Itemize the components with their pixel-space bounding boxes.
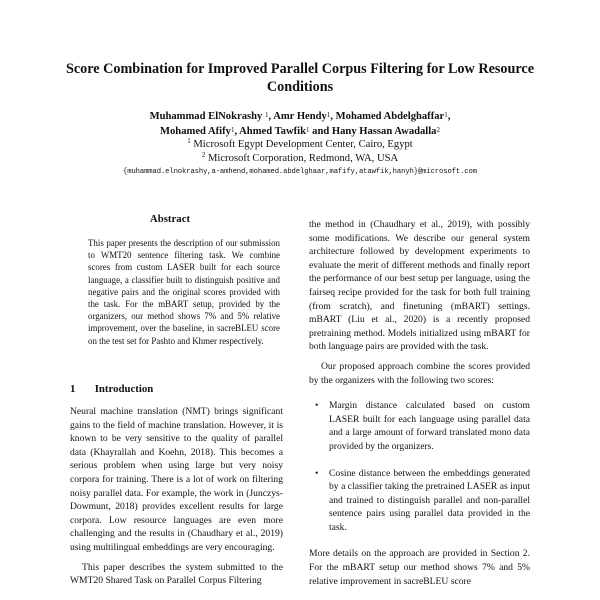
author-line-2: Mohamed Afify$^1$, Ahmed Tawfik$^1$ and Hany Hassan Awadalla$^2$	[160, 125, 440, 137]
section-number: 1	[70, 383, 76, 395]
author-name: Mohamed Abdelghaffar	[335, 111, 445, 122]
right-column-body	[309, 218, 530, 588]
author-connector: and	[312, 125, 330, 137]
paragraph: the method in (Chaudhary et al., 2019), with possibly some modifications. We describe our general system architecture followed by development experiments to evaluate the merit of different methods and finally report the performance of our best setup per language, using the fairseq recipe provided for the task for both full training (from scratch), and finetuning (mBART) settings. mBART (Liu et al., 2020) is a recently proposed pretraining method. Models initialized using mBART for both language pairs are provided with the task.	[309, 219, 530, 353]
author-affil-mark: 1	[305, 125, 310, 134]
list-item-text: Margin distance calculated based on custom LASER built for each language using parallel data and a large amount of forward translated mono data provided by the organizers.	[329, 400, 530, 452]
bullet-icon: •	[315, 400, 319, 412]
paragraph: Our proposed approach combine the scores provided by the organizers with the following two scores:	[309, 360, 530, 386]
author-list	[60, 110, 540, 139]
author-affil-mark: 1	[264, 111, 269, 119]
author-affil-mark: 1	[444, 111, 448, 119]
paper-title: Score Combination for Improved Parallel Corpus Filtering for Low Resource Conditions	[65, 61, 535, 95]
paragraph: This paper describes the system submitted to the WMT20 Shared Task on Parallel Corpus Filtering	[70, 561, 283, 587]
bullet-list	[309, 399, 530, 534]
affiliation-mark: 1	[187, 137, 191, 145]
author-affil-mark: 2	[436, 125, 440, 134]
author-emails: {muhammad.elnokrashy,a-amhend,mohamed.abdelghaar,mafify,atawfik,hanyh}@microsoft.com	[123, 168, 477, 176]
paragraph: Neural machine translation (NMT) brings significant gains to the field of machine translation. However, it is known to be very sensitive to the quality of parallel data (Khayrallah and Koehn, 2018). This becomes a serious problem when using large but very noisy corpora for training. There is a lot of work on filtering noisy parallel data. For example, the work in (Junczys-Dowmunt, 2018) provides excellent results for large corpora. Low resource languages are even more challenging and the results in (Chaudhary et al., 2019) using multilingual embeddings are very encouraging.	[70, 406, 283, 553]
section-title: Introduction	[94, 383, 154, 395]
author-name: Amr Hendy	[273, 111, 327, 122]
author-name: Muhammad ElNokrashy	[149, 111, 263, 122]
list-item	[309, 399, 530, 453]
author-name: Hany Hassan Awadalla	[331, 125, 437, 137]
affiliation-text: Microsoft Corporation, Redmond, WA, USA	[207, 153, 399, 164]
list-item	[309, 467, 530, 535]
author-name: Mohamed Afify	[160, 125, 231, 137]
list-item-text: Cosine distance between the embeddings generated by a classifier taking the pretrained LASER as input and trained to distinguish parallel and non-parallel sentence pairs using parallel data provided in the task.	[329, 467, 530, 533]
author-affil-mark: 1	[326, 111, 331, 119]
section-heading-introduction	[70, 383, 153, 395]
author-name: Ahmed Tawfik	[239, 125, 306, 137]
author-line-1: Muhammad ElNokrashy $^1$, Amr Hendy$^1$, Mohamed Abdelghaffar$^1$,	[149, 111, 451, 122]
affiliation-2	[60, 153, 540, 164]
author-affil-mark: 1	[230, 125, 235, 134]
affiliation-mark: 2	[201, 151, 206, 159]
abstract-text: This paper presents the description of our submission to WMT20 sentence filtering task. We combine scores from custom LASER built for each source language, a classifier built to distinguish positive and negative pairs and the original scores provided with the task. For the mBART setup, provided by the organizers, our method shows 7% and 5% relative improvement, over the baseline, in sacreBLEU score on the test set for Pashto and Khmer respectively.	[88, 238, 280, 346]
left-column-body	[70, 405, 283, 588]
affiliation-text: Microsoft Egypt Development Center, Cairo, Egypt	[193, 139, 413, 150]
abstract-heading: Abstract	[149, 213, 191, 225]
bullet-icon: •	[315, 467, 319, 479]
affiliation-1	[60, 139, 540, 150]
paragraph: More details on the approach are provided in Section 2. For the mBART setup our method shows 7% and 5% relative improvement in sacreBLEU score	[309, 548, 530, 587]
